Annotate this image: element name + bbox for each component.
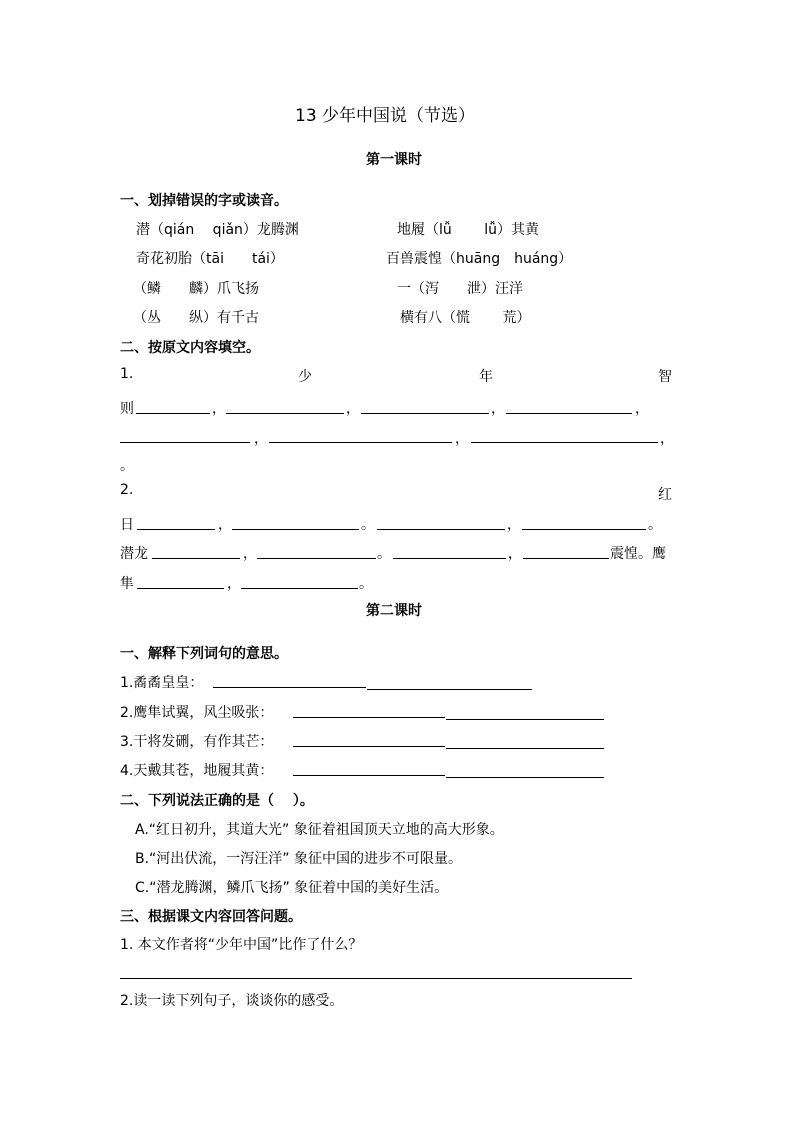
punct: ，: [243, 546, 257, 562]
explain-item: 2.鹰隼试翼，风尘吸张：: [120, 705, 274, 721]
q1-heading: 一、划掉错误的字或读音。: [120, 193, 288, 209]
pinyin-item: 奇花初胎（tāi tái）: [136, 251, 284, 267]
answer-blank[interactable]: [137, 529, 215, 530]
explain-item: 3.干将发硎，有作其芒：: [120, 734, 274, 750]
fill-2-text: 潜龙: [120, 546, 148, 562]
question-item: 1. 本文作者将“少年中国”比作了什么？: [120, 937, 363, 953]
answer-blank[interactable]: [152, 558, 240, 559]
char-item: （鳞 麟）爪飞扬: [133, 281, 259, 297]
punct: ，: [218, 517, 232, 533]
fill-2-text: 隼: [120, 576, 134, 592]
punct: ，: [508, 546, 522, 562]
answer-blank[interactable]: [293, 775, 445, 776]
answer-blank[interactable]: [471, 442, 658, 443]
answer-blank[interactable]: [506, 413, 632, 414]
explain-item: 1.矞矞皇皇：: [120, 675, 204, 691]
answer-blank[interactable]: [367, 689, 532, 690]
punct: ，: [254, 431, 268, 447]
pinyin-item: 地履（lǚ lǚ）其黄: [397, 222, 539, 238]
choice-option[interactable]: C.“潜龙腾渊，鳞爪飞扬” 象征着中国的美好生活。: [135, 880, 449, 896]
punct: 。: [361, 517, 375, 533]
fill-1-text: 则: [120, 401, 134, 417]
punct: 。: [648, 517, 662, 533]
punct: ，: [491, 401, 505, 417]
answer-blank[interactable]: [446, 748, 604, 749]
punct: 。: [377, 546, 391, 562]
fill-2-word: 红: [658, 487, 672, 503]
q1-heading: 一、解释下列词句的意思。: [120, 646, 288, 662]
fill-1-number: 1.: [120, 366, 134, 382]
fill-2-text: 日: [120, 517, 134, 533]
lesson-2-heading: 第二课时: [366, 603, 422, 619]
answer-blank[interactable]: [446, 777, 604, 778]
choice-option[interactable]: B.“河出伏流，一泻汪洋” 象征中国的进步不可限量。: [135, 851, 463, 867]
answer-blank[interactable]: [213, 687, 366, 688]
answer-blank[interactable]: [137, 588, 224, 589]
punct: ，: [227, 576, 241, 592]
q3-heading: 三、根据课文内容回答问题。: [120, 909, 302, 925]
punct: ，: [507, 517, 521, 533]
answer-blank[interactable]: [120, 442, 250, 443]
fill-1-word: 年: [479, 369, 493, 385]
answer-blank[interactable]: [241, 588, 358, 589]
fill-2-number: 2.: [120, 482, 134, 498]
answer-blank[interactable]: [232, 529, 359, 530]
q2-heading: 二、按原文内容填空。: [120, 340, 260, 356]
pinyin-item: 潜（qián qiǎn）龙腾渊: [136, 222, 299, 238]
answer-blank[interactable]: [120, 978, 632, 979]
punct: 。: [120, 458, 134, 474]
choice-option[interactable]: A.“红日初升，其道大光” 象征着祖国顶天立地的高大形象。: [135, 822, 504, 838]
char-item: 横有八（慌 荒）: [400, 310, 531, 326]
answer-blank[interactable]: [293, 717, 445, 718]
char-item: （丛 纵）有千古: [133, 310, 259, 326]
fill-1-word: 少: [298, 369, 312, 385]
explain-item: 4.天戴其苍，地履其黄：: [120, 763, 274, 779]
punct: 。: [359, 576, 373, 592]
answer-blank[interactable]: [293, 746, 445, 747]
answer-blank[interactable]: [269, 442, 452, 443]
page-title: 13 少年中国说（节选）: [295, 106, 476, 126]
answer-blank[interactable]: [361, 413, 489, 414]
pinyin-item: 百兽震惶（huāng huáng）: [386, 251, 573, 267]
char-item: 一（泻 泄）汪洋: [397, 281, 523, 297]
punct: ，: [212, 401, 226, 417]
answer-blank[interactable]: [393, 558, 506, 559]
fill-1-word: 智: [658, 369, 672, 385]
answer-blank[interactable]: [522, 529, 646, 530]
punct: ，: [455, 431, 469, 447]
fill-2-text: 震惶。鹰: [610, 546, 666, 562]
answer-blank[interactable]: [226, 413, 344, 414]
answer-blank[interactable]: [523, 558, 609, 559]
punct: ，: [635, 401, 649, 417]
answer-blank[interactable]: [446, 719, 604, 720]
answer-blank[interactable]: [257, 558, 376, 559]
answer-blank[interactable]: [377, 529, 505, 530]
question-item: 2.读一读下列句子，谈谈你的感受。: [120, 993, 344, 1009]
punct: ，: [346, 401, 360, 417]
answer-blank[interactable]: [136, 413, 210, 414]
q2-heading: 二、下列说法正确的是（ ）。: [120, 793, 314, 809]
punct: ，: [660, 431, 674, 447]
lesson-1-heading: 第一课时: [366, 152, 422, 168]
